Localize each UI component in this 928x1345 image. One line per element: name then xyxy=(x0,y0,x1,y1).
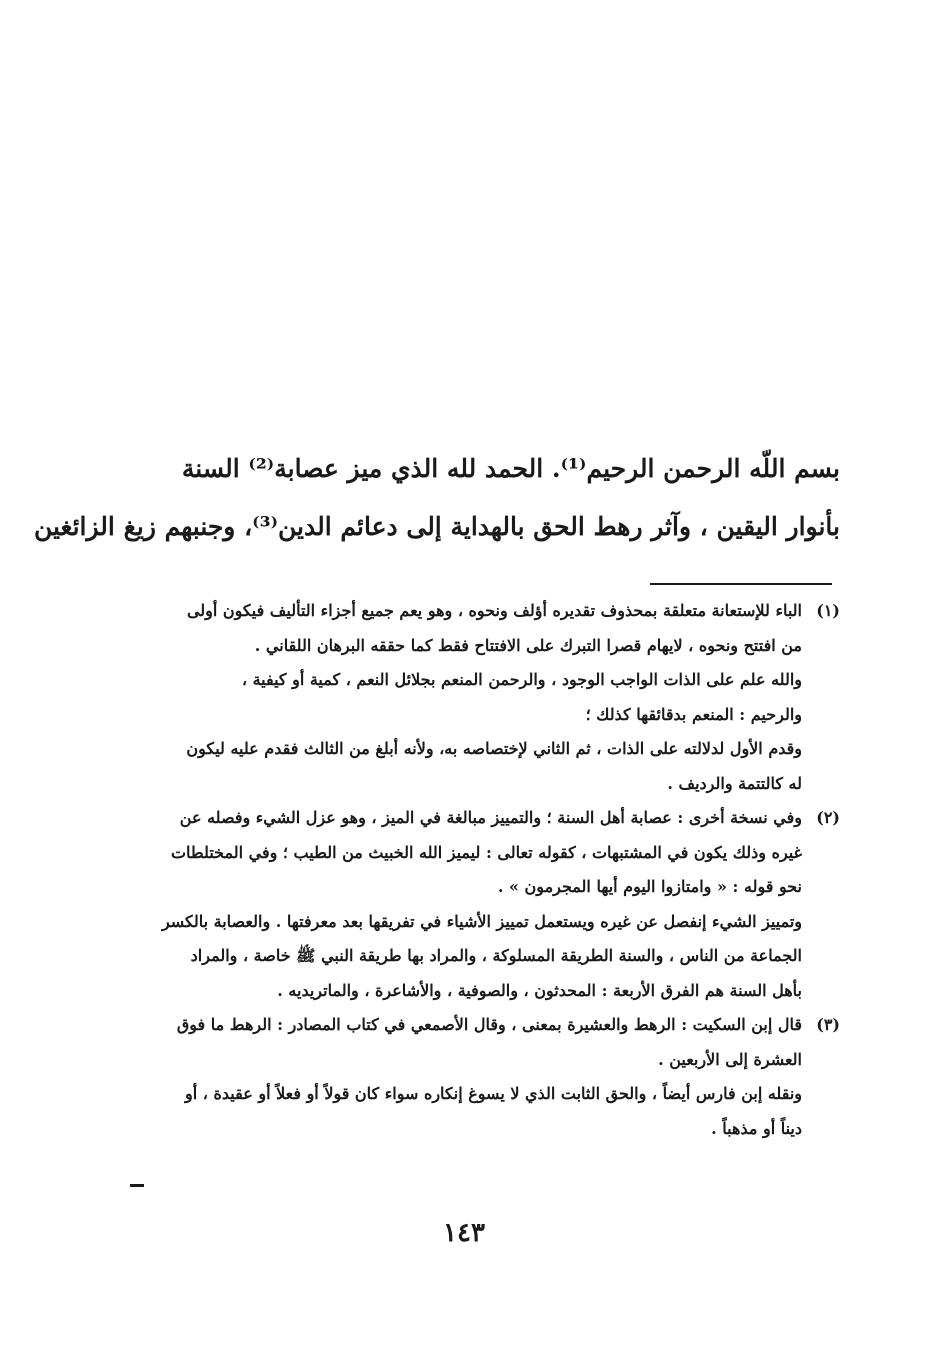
footnotes-block xyxy=(118,594,840,1146)
main-text-line: بأنوار اليقين ، وآثر رهط الحق بالهداية إلى دعائم الدين⁽³⁾، وجنبهم زيغ الزائغين xyxy=(33,512,840,541)
footnote-1-number: (١) xyxy=(816,601,840,620)
footnote-2-line: وتمييز الشيء إنفصل عن غيره ويستعمل تمييز الأشياء في تفريقها بعد معرفتها . والعصابة بالكسر xyxy=(161,911,802,931)
footnote-1-text: الباء للإستعانة متعلقة بمحذوف تقديره أؤلف ونحوه ، وهو يعم جميع أجزاء التأليف فيكون أولى xyxy=(186,601,802,620)
main-text-line: بسم اللّه الرحمن الرحيم⁽¹⁾. الحمد لله الذي ميز عصابة⁽²⁾ السنة xyxy=(181,454,840,483)
footnote-1-line: من افتتح ونحوه ، لايهام قصرا التبرك على الافتتاح فقط كما حققه البرهان اللقاني . xyxy=(254,635,802,655)
footnote-2-number: (٢) xyxy=(816,808,840,827)
footnote-1-line: والله علم على الذات الواجب الوجود ، والرحمن المنعم بجلائل النعم ، كمية أو كيفية ، xyxy=(241,670,802,689)
footnote-1-line: له كالتتمة والرديف . xyxy=(667,773,802,793)
footnote-3-line: العشرة إلى الأربعين . xyxy=(658,1049,802,1069)
dash-mark xyxy=(130,1184,144,1187)
footnote-2-line: نحو قوله : « وامتازوا اليوم أيها المجرمون » . xyxy=(497,877,802,896)
footnote-1-line: والرحيم : المنعم بدقائقها كذلك ؛ xyxy=(585,704,802,724)
footnote-3-line: ديناً أو مذهباً . xyxy=(711,1118,802,1138)
footnote-3-number: (٣) xyxy=(816,1015,840,1034)
footnote-1-line xyxy=(118,594,840,629)
footnote-2-line: غيره وذلك يكون في المشتبهات ، كقوله تعالى : ليميز الله الخبيث من الطيب ؛ وفي المختلطات xyxy=(170,842,802,862)
main-text-block xyxy=(33,440,840,556)
footnote-separator-rule xyxy=(650,583,832,585)
footnote-2-line xyxy=(118,801,840,836)
footnote-2-line: الجماعة من الناس ، والسنة الطريقة المسلوكة ، والمراد بها طريقة النبي ﷺ خاصة ، والمراد xyxy=(190,946,802,965)
footnote-3-text: قال إبن السكيت : الرهط والعشيرة بمعنى ، وقال الأصمعي في كتاب المصادر : الرهط ما فوق xyxy=(176,1015,802,1034)
page-number: ١٤٣ xyxy=(443,1218,485,1248)
footnote-1-line: وقدم الأول لدلالته على الذات ، ثم الثاني لإختصاصه به، ولأنه أبلغ من الثالث فقدم عليه ليكون xyxy=(186,739,802,758)
footnote-2-line: بأهل السنة هم الفرق الأربعة : المحدثون ، والصوفية ، والأشاعرة ، والماتريديه . xyxy=(277,980,802,1000)
footnote-2-text: وفي نسخة أخرى : عصابة أهل السنة ؛ والتمييز مبالغة في الميز ، وهو عزل الشيء وفصله عن xyxy=(179,808,802,827)
footnote-3-line: ونقله إبن فارس أيضاً ، والحق الثابت الذي لا يسوغ إنكاره سواء كان قولاً أو فعلاً أو عقيدة ، أو xyxy=(185,1084,802,1103)
footnote-3-line xyxy=(118,1008,840,1043)
